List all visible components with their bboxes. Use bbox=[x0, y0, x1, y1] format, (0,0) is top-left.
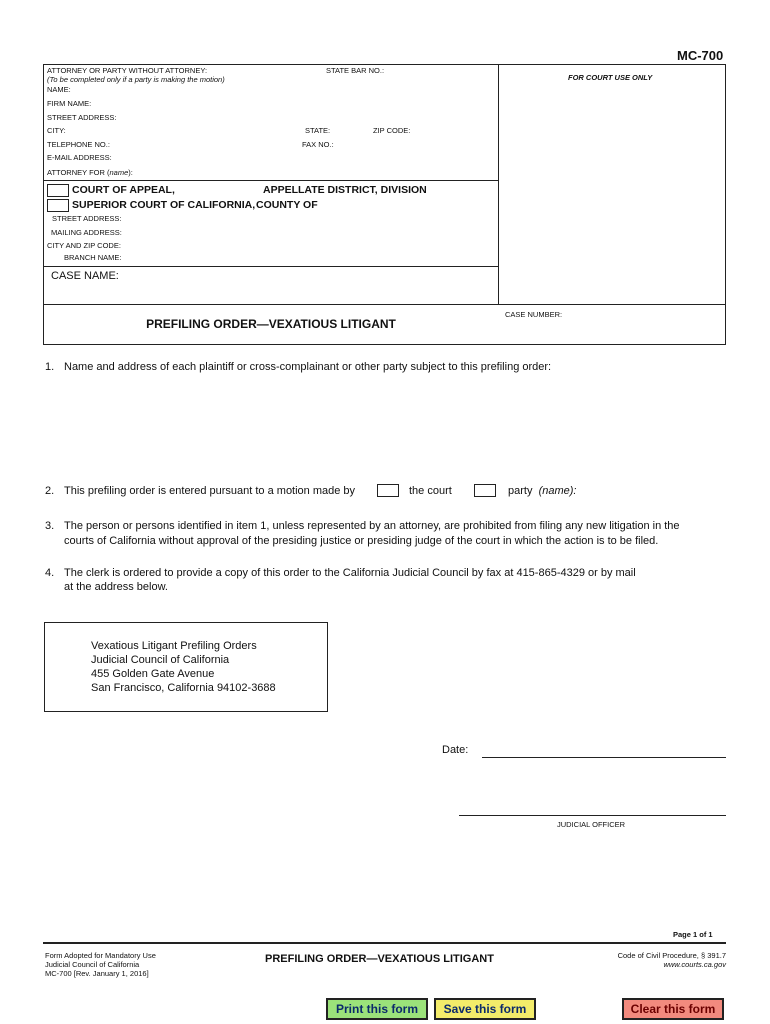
state-bar-label: STATE BAR NO.: bbox=[326, 66, 385, 75]
court-branch-label: BRANCH NAME: bbox=[64, 253, 122, 262]
judicial-officer-label: JUDICIAL OFFICER bbox=[557, 820, 626, 829]
party-checkbox[interactable] bbox=[474, 484, 496, 497]
item-1-text: Name and address of each plaintiff or cross-complainant or other party subject to this prefiling order: bbox=[64, 361, 552, 373]
print-form-button[interactable]: Print this form bbox=[326, 998, 428, 1020]
attorney-note: (To be completed only if a party is making the motion) bbox=[47, 75, 225, 84]
superior-court-label: SUPERIOR COURT OF CALIFORNIA, bbox=[72, 199, 256, 211]
item-4-number: 4. bbox=[45, 567, 55, 579]
attorney-for-label: ATTORNEY FOR (name): bbox=[47, 168, 133, 177]
court-street-label: STREET ADDRESS: bbox=[52, 214, 122, 223]
appellate-district-label: APPELLATE DISTRICT, DIVISION bbox=[263, 184, 427, 196]
address-line-4: San Francisco, California 94102-3688 bbox=[91, 682, 276, 694]
party-label: party (name): bbox=[508, 485, 577, 497]
save-form-button[interactable]: Save this form bbox=[434, 998, 536, 1020]
court-use-label: FOR COURT USE ONLY bbox=[568, 73, 653, 82]
clear-form-button[interactable]: Clear this form bbox=[622, 998, 724, 1020]
email-label: E-MAIL ADDRESS: bbox=[47, 153, 112, 162]
date-label: Date: bbox=[442, 744, 469, 756]
county-of-label: COUNTY OF bbox=[256, 199, 318, 211]
item-3-number: 3. bbox=[45, 520, 55, 532]
adopted-line-3: MC-700 [Rev. January 1, 2016] bbox=[45, 969, 149, 978]
court-of-appeal-checkbox[interactable] bbox=[47, 184, 69, 197]
signature-line[interactable] bbox=[459, 815, 726, 816]
address-line-2: Judicial Council of California bbox=[91, 654, 230, 666]
court-use-divider bbox=[498, 64, 499, 304]
street-address-label: STREET ADDRESS: bbox=[47, 113, 117, 122]
item-2-text: This prefiling order is entered pursuant to a motion made by bbox=[64, 485, 356, 497]
court-mailing-label: MAILING ADDRESS: bbox=[51, 228, 122, 237]
page-number: Page 1 of 1 bbox=[673, 930, 713, 939]
address-line-1: Vexatious Litigant Prefiling Orders bbox=[91, 640, 257, 652]
case-name-label: CASE NAME: bbox=[51, 270, 119, 282]
adopted-line-2: Judicial Council of California bbox=[45, 960, 140, 969]
item-3-line-1: The person or persons identified in item 1, unless represented by an attorney, are prohibited from filing any new litigation in the bbox=[64, 520, 680, 532]
form-number: MC-700 bbox=[677, 48, 724, 63]
item-4-line-1: The clerk is ordered to provide a copy of this order to the California Judicial Council by fax at 415-865-4329 or by mail bbox=[64, 567, 636, 579]
zip-code-label: ZIP CODE: bbox=[373, 126, 411, 135]
case-name-divider bbox=[43, 304, 726, 305]
form-title: PREFILING ORDER—VEXATIOUS LITIGANT bbox=[146, 317, 396, 331]
footer-title: PREFILING ORDER—VEXATIOUS LITIGANT bbox=[265, 953, 494, 965]
date-line[interactable] bbox=[482, 757, 726, 758]
firm-name-label: FIRM NAME: bbox=[47, 99, 92, 108]
footer-rule bbox=[43, 942, 726, 944]
fax-label: FAX NO.: bbox=[302, 140, 334, 149]
state-label: STATE: bbox=[305, 126, 331, 135]
court-of-appeal-label: COURT OF APPEAL, bbox=[72, 184, 175, 196]
item-1-number: 1. bbox=[45, 361, 55, 373]
attorney-label: ATTORNEY OR PARTY WITHOUT ATTORNEY: bbox=[47, 66, 208, 75]
court-city-zip-label: CITY AND ZIP CODE: bbox=[47, 241, 121, 250]
the-court-label: the court bbox=[409, 485, 452, 497]
the-court-checkbox[interactable] bbox=[377, 484, 399, 497]
item-3-line-2: courts of California without approval of the presiding justice or presiding judge of the court in which the action is to be filed. bbox=[64, 535, 659, 547]
telephone-label: TELEPHONE NO.: bbox=[47, 140, 110, 149]
superior-court-checkbox[interactable] bbox=[47, 199, 69, 212]
address-line-3: 455 Golden Gate Avenue bbox=[91, 668, 215, 680]
mailing-address-box bbox=[44, 622, 328, 712]
name-label: NAME: bbox=[47, 85, 71, 94]
item-2-number: 2. bbox=[45, 485, 55, 497]
attorney-section-divider bbox=[43, 180, 499, 181]
adopted-line-1: Form Adopted for Mandatory Use bbox=[45, 951, 156, 960]
item-4-line-2: at the address below. bbox=[64, 581, 168, 593]
courts-website: www.courts.ca.gov bbox=[663, 960, 726, 969]
city-label: CITY: bbox=[47, 126, 66, 135]
case-number-label: CASE NUMBER: bbox=[505, 310, 563, 319]
code-reference: Code of Civil Procedure, § 391.7 bbox=[617, 951, 726, 960]
court-section-divider bbox=[43, 266, 499, 267]
